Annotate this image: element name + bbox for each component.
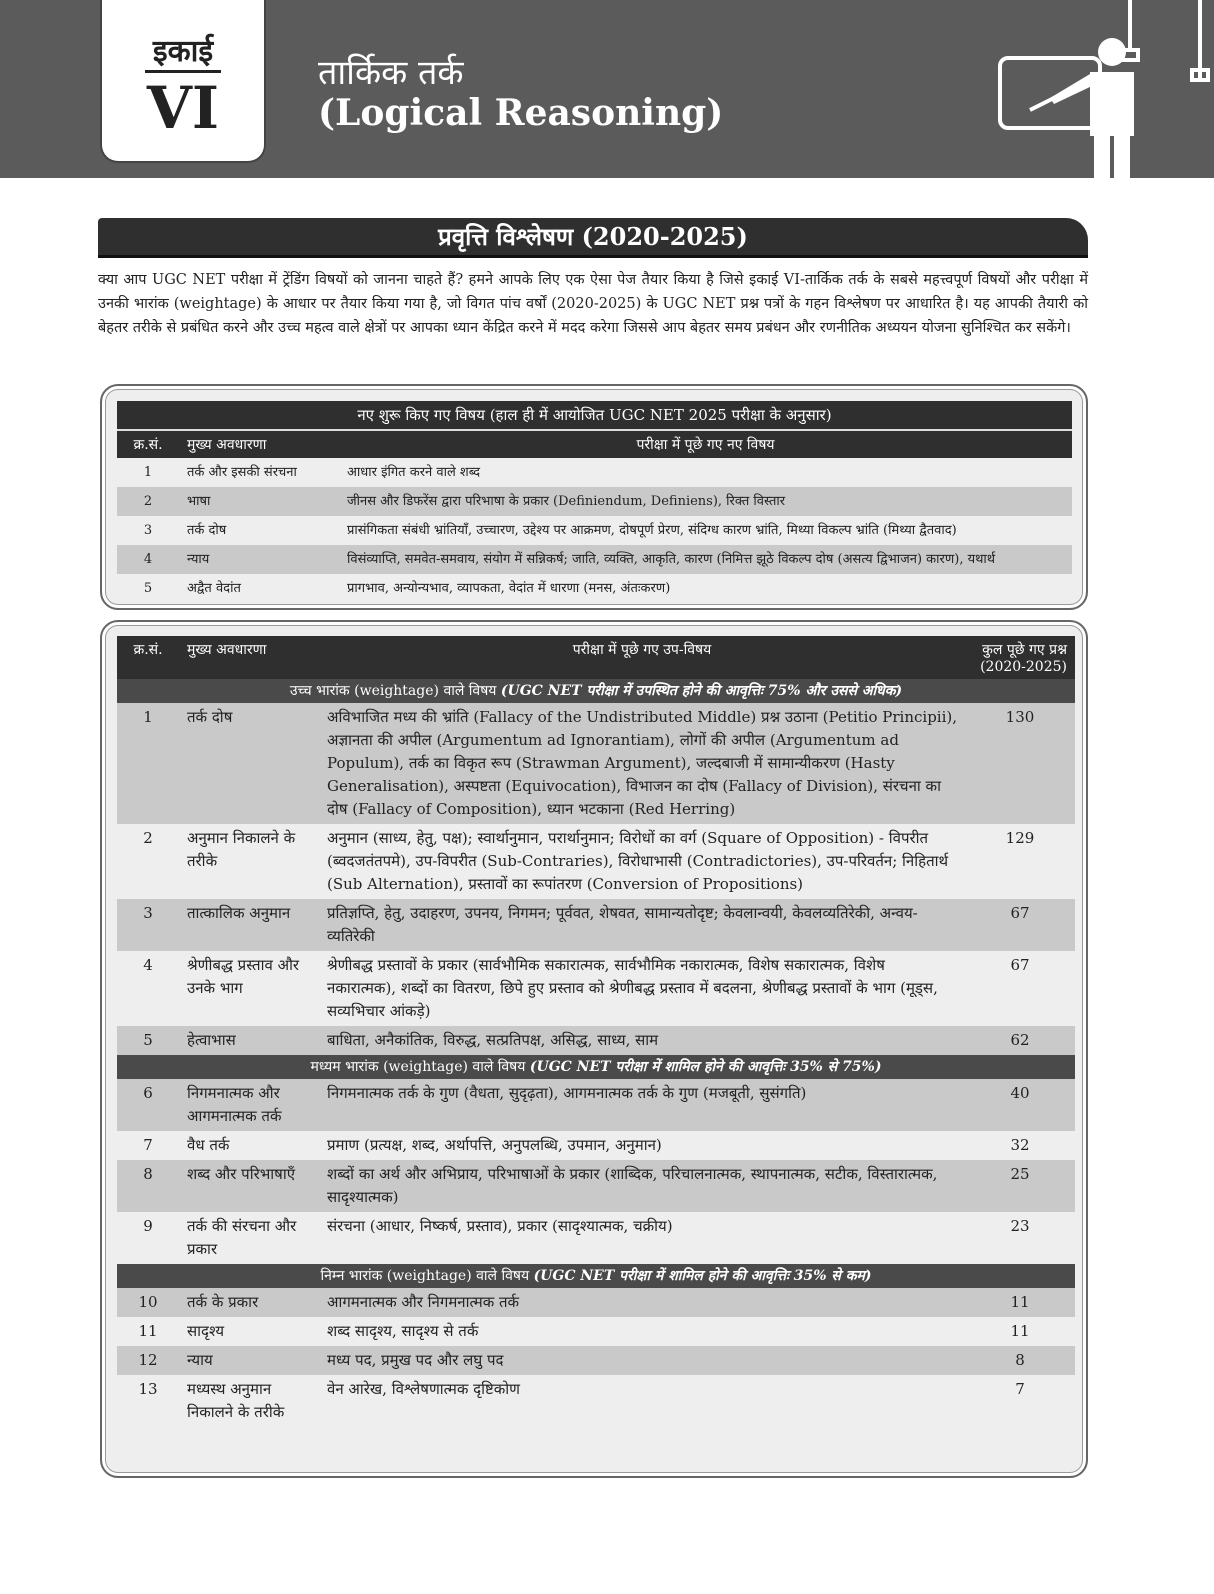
cell-question-count: 8 bbox=[965, 1346, 1075, 1375]
cell-subtopics: शब्द सादृश्य, सादृश्य से तर्क bbox=[319, 1317, 965, 1346]
cell-subtopics: श्रेणीबद्ध प्रस्तावों के प्रकार (सार्वभौमिक सकारात्मक, सार्वभौमिक नकारात्मक, विशेष सकारात्मक, विशेष नकारात्मक), शब्दों का वितरण, छिपे हुए प्रस्ताव को श्रेणीबद्ध प्रस्ताव में बदलना, श्रेणीबद्ध प्रस्तावों के भाग (मूड्स, सव्यभिचार आंकड़े) bbox=[319, 951, 965, 1026]
topic-row bbox=[117, 1079, 1075, 1131]
topic-row bbox=[117, 1131, 1075, 1160]
cell-serial: 3 bbox=[117, 516, 179, 545]
new-topic-row bbox=[117, 458, 1072, 487]
cell-concept: अनुमान निकालने के तरीके bbox=[179, 824, 319, 899]
new-topic-row bbox=[117, 487, 1072, 516]
cell-serial: 1 bbox=[117, 703, 179, 824]
cell-serial: 13 bbox=[117, 1375, 179, 1427]
cell-concept: अद्वैत वेदांत bbox=[179, 574, 339, 603]
cell-subtopics: अविभाजित मध्य की भ्रांति (Fallacy of the Undistributed Middle) प्रश्न उठाना (Petitio Principii), अज्ञानता की अपील (Argumentum ad Ignorantiam), लोगों की अपील (Argumentum ad Populum), तर्क का विकृत रूप (Strawman Argument), जल्दबाजी में सामान्यीकरण (Hasty Generalisation), अस्पष्टता (Equivocation), विभाजन का दोष (Fallacy of Division), संरचना का दोष (Fallacy of Composition), ध्यान भटकाना (Red Herring) bbox=[319, 703, 965, 824]
topic-row bbox=[117, 1160, 1075, 1212]
cell-subtopics: प्रमाण (प्रत्यक्ष, शब्द, अर्थापत्ति, अनुपलब्धि, उपमान, अनुमान) bbox=[319, 1131, 965, 1160]
cell-subtopics: बाधिता, अनैकांतिक, विरुद्ध, सत्प्रतिपक्ष, असिद्ध, साध्य, साम bbox=[319, 1026, 965, 1055]
cell-question-count: 129 bbox=[965, 824, 1075, 899]
col-serial: क्र.सं. bbox=[117, 430, 179, 458]
cell-serial: 8 bbox=[117, 1160, 179, 1212]
new-topic-row bbox=[117, 574, 1072, 603]
trend-analysis-table bbox=[117, 636, 1075, 1427]
cell-question-count: 67 bbox=[965, 899, 1075, 951]
weightage-group-label bbox=[117, 679, 1075, 703]
cell-concept: तर्क दोष bbox=[179, 703, 319, 824]
cell-subtopics: निगमनात्मक तर्क के गुण (वैधता, सुदृढ़ता), आगमनात्मक तर्क के गुण (मजबूती, सुसंगति) bbox=[319, 1079, 965, 1131]
cell-subtopics: वेन आरेख, विश्लेषणात्मक दृष्टिकोण bbox=[319, 1375, 965, 1427]
cell-concept: मध्यस्थ अनुमान निकालने के तरीके bbox=[179, 1375, 319, 1427]
cell-serial: 7 bbox=[117, 1131, 179, 1160]
cell-subtopics: संरचना (आधार, निष्कर्ष, प्रस्ताव), प्रकार (सादृश्यात्मक, चक्रीय) bbox=[319, 1212, 965, 1264]
cell-concept: तर्क की संरचना और प्रकार bbox=[179, 1212, 319, 1264]
group-label: मध्यम भारांक (weightage) वाले विषय bbox=[310, 1059, 526, 1075]
intro-paragraph: क्या आप UGC NET परीक्षा में ट्रेंडिंग विषयों को जानना चाहते हैं? हमने आपके लिए एक ऐसा पेज तैयार किया है जिसे इकाई VI-तार्किक तर्क के सबसे महत्त्वपूर्ण विषयों और परीक्षा में उनकी भारांक (weightage) के आधार पर तैयार किया गया है, जो विगत पांच वर्षों (2020-2025) के UGC NET प्रश्न पत्रों के गहन विश्लेषण पर आधारित है। यह आपकी तैयारी को बेहतर तरीके से प्रबंधित करने और उच्च महत्व वाले क्षेत्रों पर आपका ध्यान केंद्रित करने में मदद करेगा जिससे आप बेहतर समय प्रबंधन और रणनीतिक अध्ययन योजना सुनिश्चित कर सकेंगे। bbox=[98, 272, 1088, 336]
cell-concept: हेत्वाभास bbox=[179, 1026, 319, 1055]
weightage-group-band bbox=[117, 679, 1075, 703]
group-label: निम्न भारांक (weightage) वाले विषय bbox=[320, 1268, 530, 1284]
cell-concept: निगमनात्मक और आगमनात्मक तर्क bbox=[179, 1079, 319, 1131]
cell-subtopics: मध्य पद, प्रमुख पद और लघु पद bbox=[319, 1346, 965, 1375]
new-topic-row bbox=[117, 516, 1072, 545]
cell-serial: 2 bbox=[117, 487, 179, 516]
cell-subtopics: शब्दों का अर्थ और अभिप्राय, परिभाषाओं के प्रकार (शाब्दिक, परिचालनात्मक, स्थापनात्मक, सटीक, विस्तारात्मक, सादृश्यात्मक) bbox=[319, 1160, 965, 1212]
group-frequency-note: (UGC NET परीक्षा में शामिल होने की आवृत्तिः 35% से कम) bbox=[533, 1268, 872, 1284]
topic-row bbox=[117, 1375, 1075, 1427]
cell-concept: न्याय bbox=[179, 1346, 319, 1375]
cell-concept: तात्कालिक अनुमान bbox=[179, 899, 319, 951]
topic-row bbox=[117, 703, 1075, 824]
cell-serial: 4 bbox=[117, 545, 179, 574]
weightage-group-band bbox=[117, 1055, 1075, 1079]
topic-row bbox=[117, 824, 1075, 899]
section-title: प्रवृत्ति विश्लेषण (2020-2025) bbox=[98, 218, 1088, 258]
col-subtopics: परीक्षा में पूछे गए उप-विषय bbox=[319, 636, 965, 679]
col-years: (2020-2025) bbox=[980, 659, 1067, 675]
new-topics-caption: नए शुरू किए गए विषय (हाल ही में आयोजित UGC NET 2025 परीक्षा के अनुसार) bbox=[117, 401, 1072, 430]
cell-topics: विसंव्याप्ति, समवेत-समवाय, संयोग में सन्निकर्ष; जाति, व्यक्ति, आकृति, कारण (निमित्त झूठे विकल्प दोष (असत्य द्विभाजन) कारण), यथार्थ bbox=[339, 545, 1072, 574]
cell-serial: 3 bbox=[117, 899, 179, 951]
weightage-group-band bbox=[117, 1264, 1075, 1288]
cell-question-count: 32 bbox=[965, 1131, 1075, 1160]
cell-serial: 1 bbox=[117, 458, 179, 487]
cell-serial: 11 bbox=[117, 1317, 179, 1346]
cell-serial: 5 bbox=[117, 574, 179, 603]
cell-serial: 9 bbox=[117, 1212, 179, 1264]
topic-row bbox=[117, 1317, 1075, 1346]
cell-question-count: 11 bbox=[965, 1288, 1075, 1317]
cell-serial: 2 bbox=[117, 824, 179, 899]
cell-question-count: 62 bbox=[965, 1026, 1075, 1055]
cell-serial: 4 bbox=[117, 951, 179, 1026]
new-topics-table bbox=[117, 401, 1072, 603]
col-total-questions: कुल पूछे गए प्रश्न bbox=[982, 642, 1067, 658]
topic-row bbox=[117, 1346, 1075, 1375]
cell-topics: प्रागभाव, अन्योन्यभाव, व्यापकता, वेदांत में धारणा (मनस, अंतःकरण) bbox=[339, 574, 1072, 603]
group-frequency-note: (UGC NET परीक्षा में शामिल होने की आवृत्तिः 35% से 75%) bbox=[529, 1059, 882, 1075]
topic-row bbox=[117, 899, 1075, 951]
cell-concept: शब्द और परिभाषाएँ bbox=[179, 1160, 319, 1212]
cell-question-count: 130 bbox=[965, 703, 1075, 824]
cell-concept: न्याय bbox=[179, 545, 339, 574]
teacher-board-icon bbox=[990, 0, 1214, 178]
topic-row bbox=[117, 1212, 1075, 1264]
cell-question-count: 23 bbox=[965, 1212, 1075, 1264]
cell-concept: सादृश्य bbox=[179, 1317, 319, 1346]
cell-serial: 12 bbox=[117, 1346, 179, 1375]
cell-subtopics: आगमनात्मक और निगमनात्मक तर्क bbox=[319, 1288, 965, 1317]
cell-topics: प्रासंगिकता संबंधी भ्रांतियाँ, उच्चारण, उद्देश्य पर आक्रमण, दोषपूर्ण प्रेरण, संदिग्ध कारण भ्रांति, मिथ्या विकल्प भ्रांति (मिथ्या द्वैतवाद) bbox=[339, 516, 1072, 545]
unit-header-banner bbox=[0, 0, 1214, 178]
cell-topics: जीनस और डिफरेंस द्वारा परिभाषा के प्रकार (Definiendum, Definiens), रिक्त विस्तार bbox=[339, 487, 1072, 516]
cell-concept: तर्क दोष bbox=[179, 516, 339, 545]
cell-question-count: 7 bbox=[965, 1375, 1075, 1427]
group-frequency-note: (UGC NET परीक्षा में उपस्थित होने की आवृत्तिः 75% और उससे अधिक) bbox=[500, 683, 903, 699]
cell-subtopics: अनुमान (साध्य, हेतु, पक्ष); स्वार्थानुमान, परार्थानुमान; विरोधों का वर्ग (Square of Opposition) - विपरीत (ब्वदजतंतपमे), उप-विपरीत (Sub-Contraries), विरोधाभासी (Contradictories), उप-परिवर्तन; निहितार्थ (Sub Alternation), प्रस्तावों का रूपांतरण (Conversion of Propositions) bbox=[319, 824, 965, 899]
unit-number: VI bbox=[146, 74, 220, 142]
topic-row bbox=[117, 951, 1075, 1026]
new-topics-panel bbox=[100, 384, 1088, 610]
cell-subtopics: प्रतिज्ञप्ति, हेतु, उदाहरण, उपनय, निगमन; पूर्ववत, शेषवत, सामान्यतोदृष्ट; केवलान्वयी, केवलव्यतिरेकी, अन्वय-व्यतिरेकी bbox=[319, 899, 965, 951]
weightage-group-label bbox=[117, 1055, 1075, 1079]
unit-title-english: (Logical Reasoning) bbox=[318, 92, 724, 134]
col-concept: मुख्य अवधारणा bbox=[179, 430, 339, 458]
topic-row bbox=[117, 1026, 1075, 1055]
cell-serial: 5 bbox=[117, 1026, 179, 1055]
unit-label: इकाई bbox=[145, 34, 221, 73]
topic-row bbox=[117, 1288, 1075, 1317]
cell-concept: तर्क और इसकी संरचना bbox=[179, 458, 339, 487]
cell-serial: 10 bbox=[117, 1288, 179, 1317]
cell-question-count: 25 bbox=[965, 1160, 1075, 1212]
cell-concept: भाषा bbox=[179, 487, 339, 516]
cell-serial: 6 bbox=[117, 1079, 179, 1131]
col-new-topics: परीक्षा में पूछे गए नए विषय bbox=[339, 430, 1072, 458]
new-topic-row bbox=[117, 545, 1072, 574]
unit-title-hindi: तार्किक तर्क bbox=[318, 53, 464, 93]
cell-question-count: 11 bbox=[965, 1317, 1075, 1346]
cell-topics: आधार इंगित करने वाले शब्द bbox=[339, 458, 1072, 487]
cell-question-count: 40 bbox=[965, 1079, 1075, 1131]
col-concept: मुख्य अवधारणा bbox=[179, 636, 319, 679]
cell-question-count: 67 bbox=[965, 951, 1075, 1026]
cell-concept: वैध तर्क bbox=[179, 1131, 319, 1160]
cell-concept: तर्क के प्रकार bbox=[179, 1288, 319, 1317]
col-serial: क्र.सं. bbox=[117, 636, 179, 679]
unit-badge bbox=[100, 0, 266, 163]
weightage-group-label bbox=[117, 1264, 1075, 1288]
trend-analysis-panel bbox=[100, 620, 1088, 1478]
group-label: उच्च भारांक (weightage) वाले विषय bbox=[289, 683, 497, 699]
cell-concept: श्रेणीबद्ध प्रस्ताव और उनके भाग bbox=[179, 951, 319, 1026]
